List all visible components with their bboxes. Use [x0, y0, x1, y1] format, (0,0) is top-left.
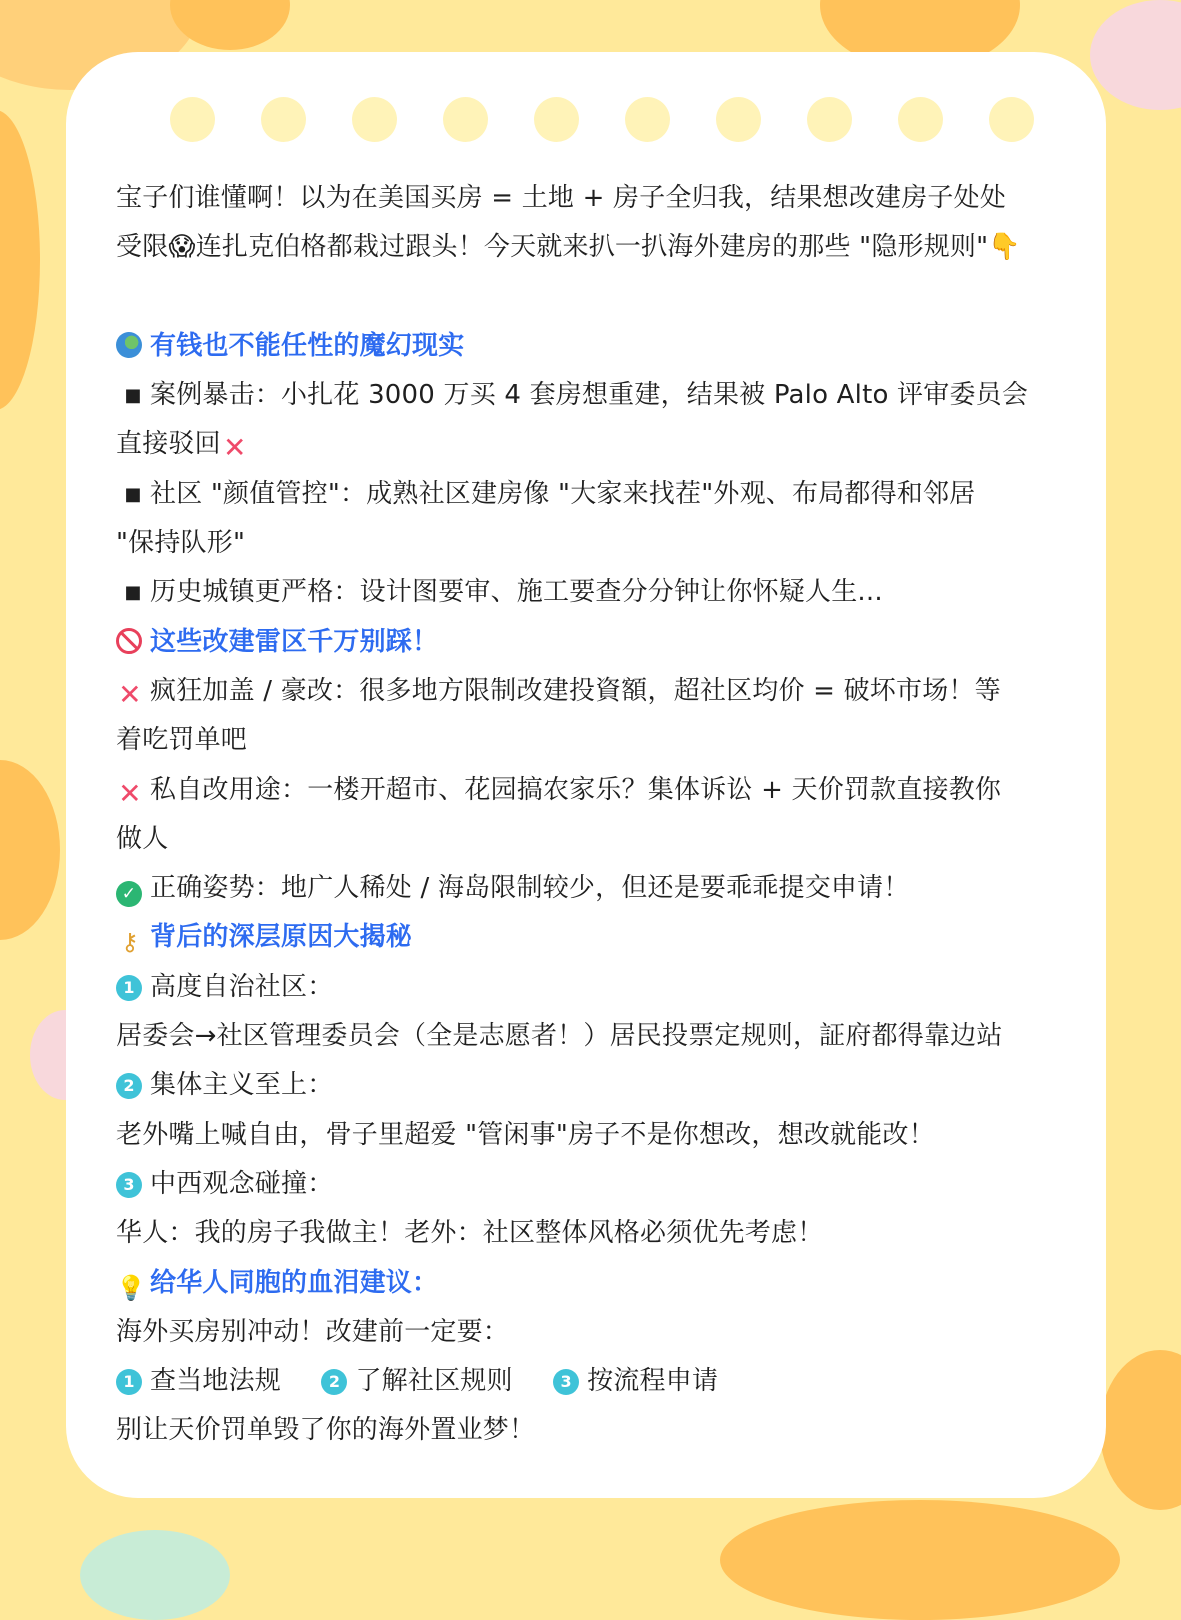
warning-text: 私自改用途：一楼开超市、花园搞农家乐？集体诉讼 + 天价罚款直接教你 — [150, 774, 1002, 805]
background-shape — [80, 1530, 230, 1620]
cross-mark-icon: ✕ — [118, 776, 142, 810]
bullet-item-continuation — [116, 420, 1076, 469]
correct-text: 正确姿势：地广人稀处 / 海岛限制较少，但还是要乖乖提交申请！ — [150, 873, 910, 904]
key-icon: ⚷ — [121, 928, 139, 957]
prohibited-icon — [116, 628, 142, 654]
bullet-text: 案例暴击：小扎花 3000 万买 4 套房想重建，结果被 Palo Alto 评审委员会 — [150, 380, 1029, 411]
background-shape — [170, 0, 290, 50]
advice-step-label: 查当地法规 — [150, 1366, 282, 1397]
advice-step-label: 按流程申请 — [587, 1366, 719, 1397]
advice-step — [321, 1357, 512, 1406]
background-shape — [1100, 1350, 1181, 1510]
reason-detail: 华人：我的房子我做主！老外：社区整体风格必须优先考虑！ — [116, 1218, 824, 1249]
decorative-dot — [170, 97, 215, 142]
cross-mark-icon: ✕ — [222, 431, 247, 465]
section-heading — [116, 618, 1076, 667]
square-bullet-icon: ■ — [124, 483, 142, 505]
decorative-dot — [716, 97, 761, 142]
advice-step — [553, 1357, 718, 1406]
cross-mark-icon: ✕ — [118, 677, 142, 711]
section-heading-text: 背后的深层原因大揭秘 — [150, 922, 413, 953]
section-heading — [116, 913, 1076, 962]
square-bullet-icon: ■ — [124, 582, 142, 604]
decorative-dot — [989, 97, 1034, 142]
decorative-dot — [443, 97, 488, 142]
section-heading-text: 这些改建雷区千万别踩！ — [150, 626, 439, 657]
advice-steps — [116, 1357, 1076, 1406]
bullet-item-continuation: "保持队形" — [116, 528, 246, 559]
number-badge: 3 — [116, 1172, 142, 1198]
background-shape — [0, 110, 40, 410]
bullet-item — [116, 371, 1076, 420]
bullet-item — [116, 568, 1076, 617]
number-badge: 2 — [116, 1073, 142, 1099]
spacer — [116, 273, 1076, 322]
reason-title — [116, 1160, 1076, 1209]
article-body — [116, 174, 1076, 1456]
warning-item — [116, 667, 1076, 716]
check-mark-icon: ✓ — [116, 881, 142, 907]
globe-icon — [116, 332, 142, 358]
intro-line: 受限😱连扎克伯格都栽过跟头！今天就来扒一扒海外建房的那些 "隐形规则"👇 — [116, 232, 1021, 263]
closing-line: 别让天价罚单毁了你的海外置业梦！ — [116, 1415, 536, 1446]
reason-detail: 居委会→社区管理委员会（全是志愿者！）居民投票定规则，証府都得靠边站 — [116, 1021, 1003, 1052]
warning-text: 疯狂加盖 / 豪改：很多地方限制改建投資額，超社区均价 = 破坏市场！等 — [150, 675, 1001, 706]
square-bullet-icon: ■ — [124, 385, 142, 407]
number-badge: 1 — [116, 1369, 142, 1395]
reason-title — [116, 963, 1076, 1012]
reason-title-text: 中西观念碰撞： — [150, 1168, 334, 1199]
section-heading-text: 有钱也不能任性的魔幻现实 — [150, 330, 465, 361]
number-badge: 1 — [116, 975, 142, 1001]
content-card — [66, 52, 1106, 1498]
background-shape — [1090, 0, 1181, 110]
advice-intro: 海外买房别冲动！改建前一定要： — [116, 1316, 510, 1347]
bullet-text: 直接驳回 — [116, 429, 221, 460]
bullet-text: 社区 "颜值管控"：成熟社区建房像 "大家来找茬"外观、布局都得和邻居 — [150, 478, 976, 509]
background-shape — [0, 760, 60, 940]
warning-item — [116, 766, 1076, 815]
section-heading-text: 给华人同胞的血泪建议： — [150, 1267, 439, 1298]
decorative-dot — [807, 97, 852, 142]
bullet-item — [116, 470, 1076, 519]
number-badge: 3 — [553, 1369, 579, 1395]
warning-item-continuation: 着吃罚单吧 — [116, 725, 248, 756]
decorative-dot — [898, 97, 943, 142]
reason-title-text: 集体主义至上： — [150, 1070, 334, 1101]
decorative-dot — [534, 97, 579, 142]
decorative-dot — [352, 97, 397, 142]
decorative-dot — [261, 97, 306, 142]
intro-line: 宝子们谁懂啊！以为在美国买房 = 土地 + 房子全归我，结果想改建房子处处 — [116, 183, 1007, 213]
warning-item-continuation: 做人 — [116, 823, 169, 854]
bullet-text: 历史城镇更严格：设计图要审、施工要查分分钟让你怀疑人生... — [150, 577, 883, 608]
decorative-dot — [625, 97, 670, 142]
background-shape — [720, 1500, 1120, 1620]
advice-step — [116, 1357, 281, 1406]
decorative-dots — [170, 97, 1034, 142]
lightbulb-icon: 💡 — [116, 1273, 147, 1302]
reason-title — [116, 1061, 1076, 1110]
reason-detail: 老外嘴上喊自由，骨子里超爱 "管闲事"房子不是你想改，想改就能改！ — [116, 1119, 935, 1150]
reason-title-text: 高度自治社区： — [150, 971, 334, 1002]
number-badge: 2 — [321, 1369, 347, 1395]
section-heading — [116, 322, 1076, 371]
section-heading — [116, 1259, 1076, 1308]
advice-step-label: 了解社区规则 — [355, 1366, 513, 1397]
correct-item — [116, 864, 1076, 913]
